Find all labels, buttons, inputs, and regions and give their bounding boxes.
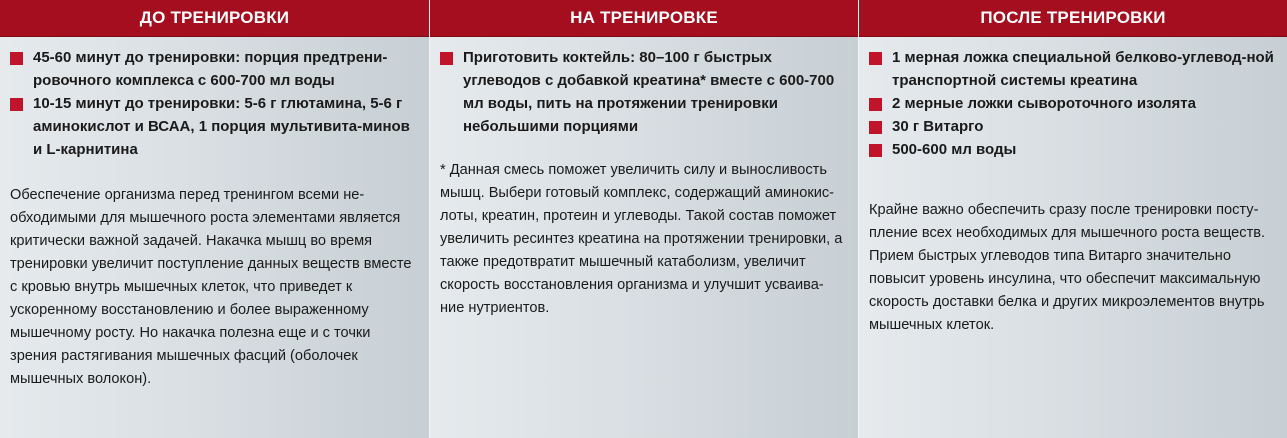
bullet-square-icon — [869, 121, 882, 134]
bullet-list — [869, 46, 1275, 161]
list-item — [869, 115, 1275, 138]
column-title: ПОСЛЕ ТРЕНИРОВКИ — [980, 8, 1166, 27]
column-header — [859, 0, 1287, 37]
bullet-text: 2 мерные ложки сывороточного изолята — [892, 95, 1196, 112]
description-paragraph: Крайне важно обеспечить сразу после тренировки посту-пление всех необходимых для мышечного роста веществ. Прием быстрых углеводов типа Витарго значительно повысит уровень инсулина, что обеспечит максимальную скорость доставки белка и других микроэлементов внутрь мышечных клеток. — [869, 202, 1266, 333]
list-item — [10, 46, 417, 92]
footnote-paragraph: * Данная смесь поможет увеличить силу и выносливость мышц. Выбери готовый комплекс, содержащий аминокис-лоты, креатин, протеин и углеводы. Такой состав поможет увеличить ресинтез креатина на протяжении тренировки, а также предотвратит мышечный катаболизм, увеличит скорость восстановления организма и улучшит усваива-ние нутриентов. — [440, 162, 843, 316]
bullet-square-icon — [869, 98, 882, 111]
bullet-text: Приготовить коктейль: 80–100 г быстрых углеводов с добавкой креатина* вместе с 600-700 мл воды, пить на протяжении тренировки небольшими порциями — [463, 49, 835, 135]
column-after-training — [858, 0, 1287, 438]
list-item — [869, 46, 1275, 92]
bullet-text: 1 мерная ложка специальной белково-углевод-ной транспортной системы креатина — [892, 49, 1274, 89]
column-during-training — [429, 0, 858, 438]
bullet-list — [440, 46, 846, 138]
column-before-training — [0, 0, 429, 438]
bullet-square-icon — [10, 52, 23, 65]
bullet-text: 10-15 минут до тренировки: 5-6 г глютамина, 5-6 г аминокислот и ВСАА, 1 порция мультивита-минов и L-карнитина — [33, 95, 410, 158]
description-paragraph: Обеспечение организма перед тренингом всеми не-обходимыми для мышечного роста элементами является критически важной задачей. Накачка мышц во время тренировки увеличит поступление данных веществ вместе с кровью внутрь мышечных клеток, что приведет к ускоренному восстановлению и более выраженному мышечному росту. Но накачка полезна еще и с точки зрения растягивания мышечных фасций (оболочек мышечных волокон). — [10, 187, 412, 387]
column-header — [0, 0, 429, 37]
bullet-text: 30 г Витарго — [892, 118, 984, 135]
column-title: ДО ТРЕНИРОВКИ — [139, 8, 290, 27]
bullet-square-icon — [869, 52, 882, 65]
bullet-square-icon — [440, 52, 453, 65]
list-item — [10, 92, 417, 161]
bullet-list — [10, 46, 417, 161]
column-header — [430, 0, 858, 37]
bullet-text: 500-600 мл воды — [892, 141, 1017, 158]
list-item — [440, 46, 846, 138]
bullet-text: 45-60 минут до тренировки: порция предтрени-ровочного комплекса с 600-700 мл воды — [33, 49, 388, 89]
column-title: НА ТРЕНИРОВКЕ — [570, 8, 718, 27]
bullet-square-icon — [869, 144, 882, 157]
bullet-square-icon — [10, 98, 23, 111]
list-item — [869, 92, 1275, 115]
list-item — [869, 138, 1275, 161]
